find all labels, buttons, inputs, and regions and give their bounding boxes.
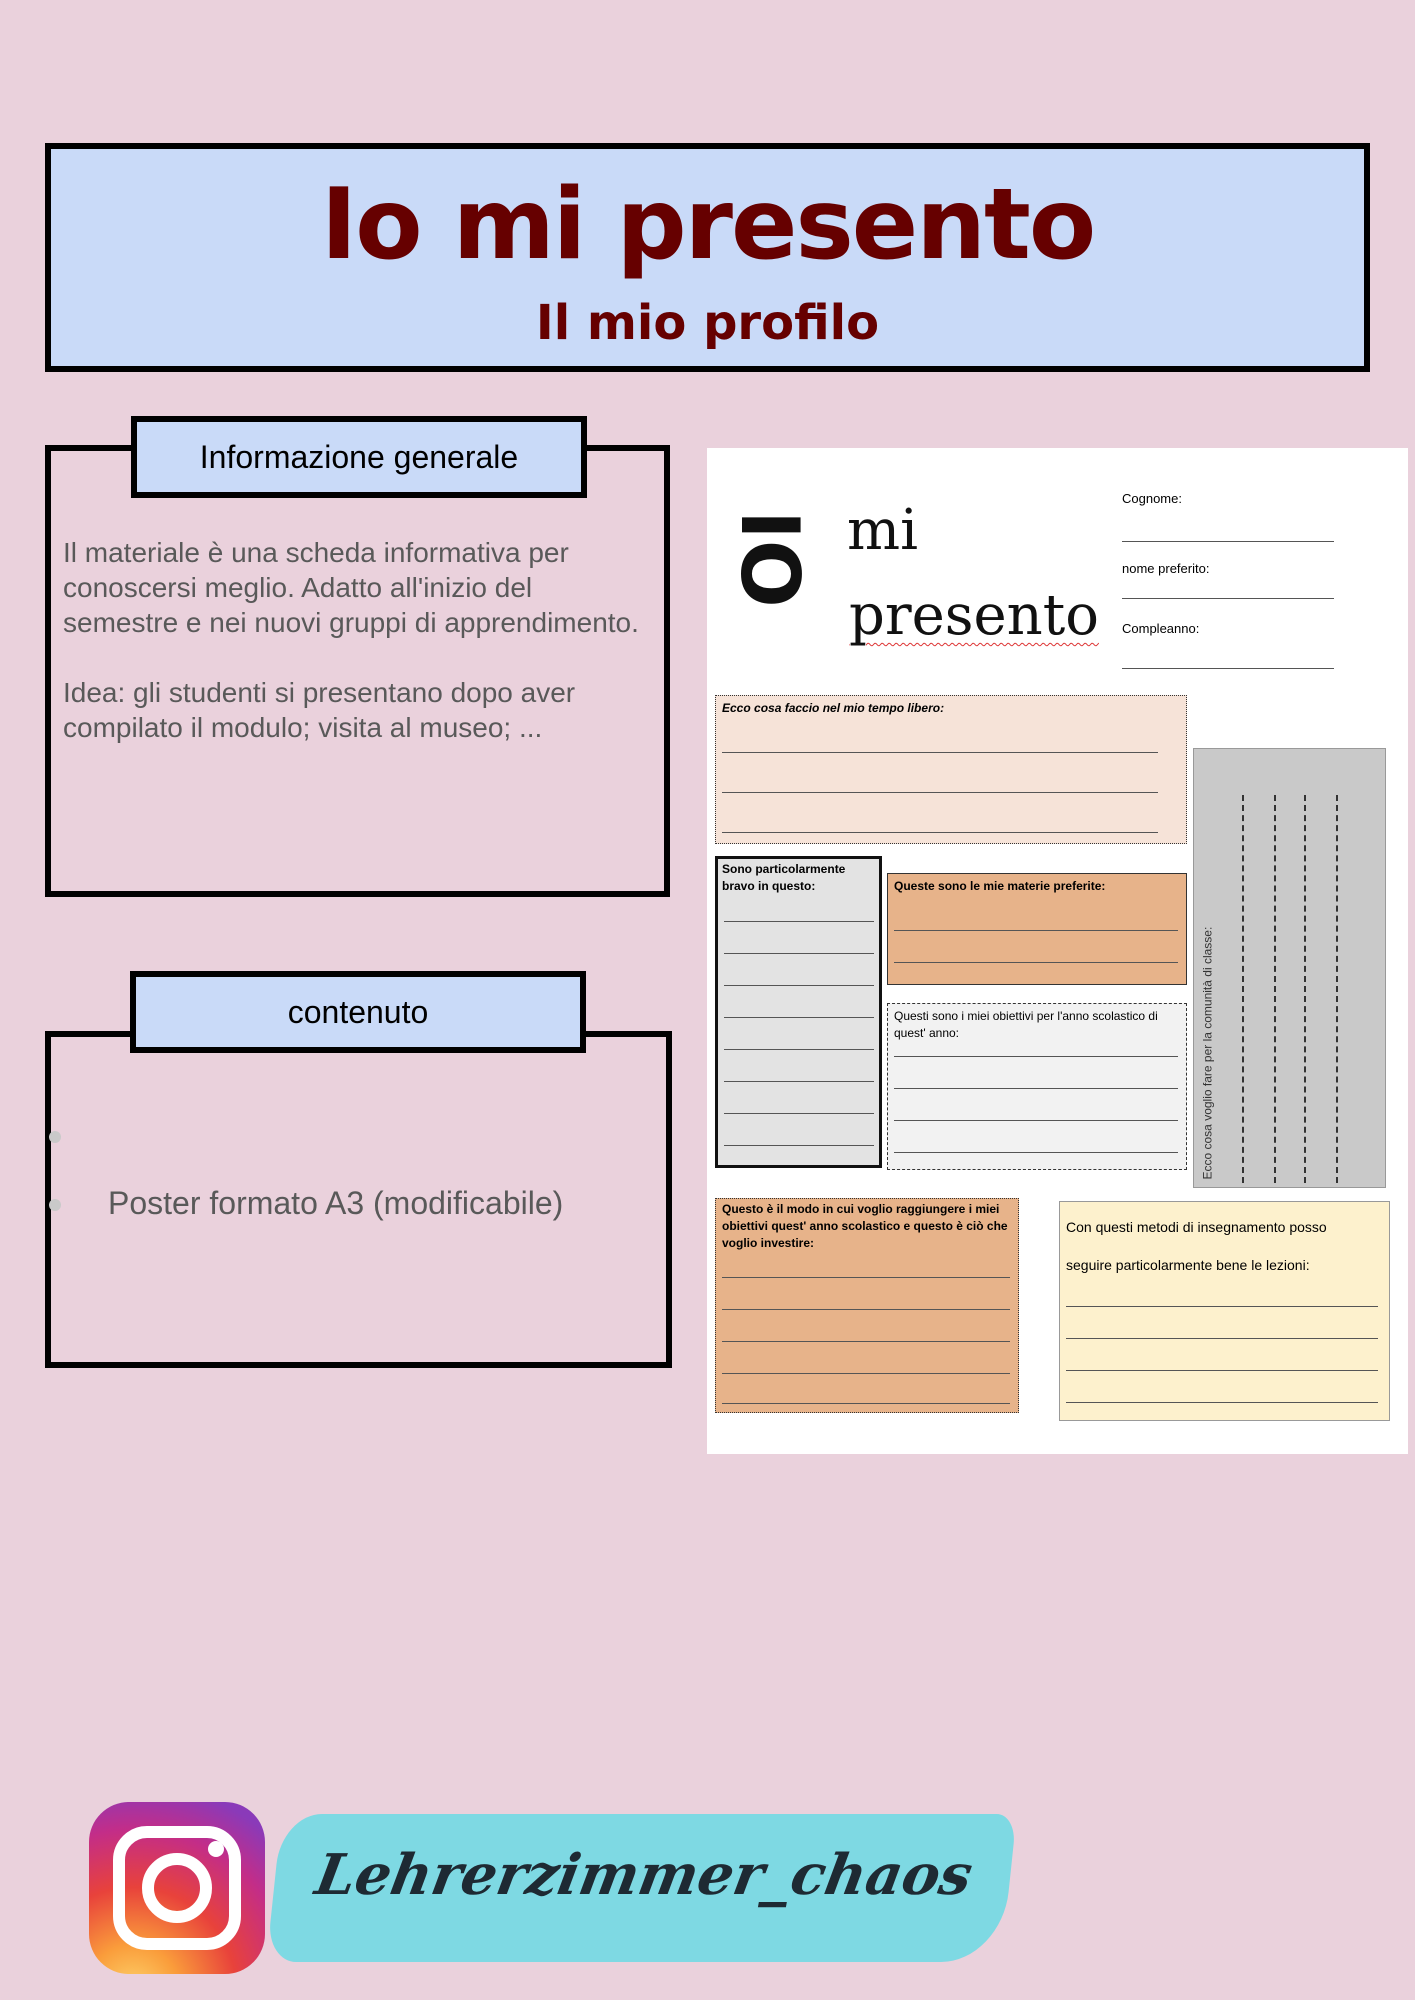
- field-nome-preferito: nome preferito:: [1122, 561, 1210, 576]
- instagram-handle: Lehrerzimmer_chaos: [310, 1842, 978, 1908]
- box-obiettivi: Questi sono i miei obiettivi per l'anno scolastico di quest' anno:: [887, 1003, 1187, 1170]
- info-panel-body: [63, 535, 653, 780]
- page-title: Io mi presento: [320, 168, 1095, 282]
- worksheet-title-io: IO: [723, 510, 816, 608]
- info-paragraph-2: Idea: gli studenti si presentano dopo aver compilato il modulo; visita al museo; ...: [63, 677, 576, 743]
- bullet-dot: [49, 1131, 61, 1143]
- bullet-dot: [49, 1199, 61, 1211]
- info-paragraph-1: Il materiale è una scheda informativa per conoscersi meglio. Adatto all'inizio del semestre e nei nuovi gruppi di apprendimento.: [63, 537, 639, 638]
- box-tempo-libero: Ecco cosa faccio nel mio tempo libero:: [715, 695, 1187, 844]
- header-box: [45, 143, 1370, 372]
- worksheet-preview: [707, 448, 1408, 1454]
- content-panel-tab-label: contenuto: [287, 993, 429, 1030]
- field-compleanno: Compleanno:: [1122, 621, 1200, 636]
- content-list-item: Poster formato A3 (modificabile): [108, 1185, 564, 1221]
- box-modo: Questo è il modo in cui voglio raggiungere i miei obiettivi quest' anno scolastico e questo è ciò che voglio investire:: [715, 1198, 1019, 1413]
- box-metodi: Con questi metodi di insegnamento posso seguire particolarmente bene le lezioni:: [1059, 1201, 1390, 1421]
- worksheet-title-presento: presento: [849, 583, 1099, 648]
- content-panel-tab: [130, 971, 586, 1053]
- instagram-icon: [89, 1802, 265, 1974]
- info-panel-tab: [131, 416, 587, 498]
- instagram-banner: [89, 1802, 1012, 1974]
- worksheet-title-mi: mi: [847, 498, 919, 563]
- field-line: [1122, 668, 1334, 669]
- field-line: [1122, 541, 1334, 542]
- box-materie: Queste sono le mie materie preferite:: [887, 873, 1187, 985]
- info-panel-tab-label: Informazione generale: [199, 438, 519, 475]
- box-bravo: Sono particolarmente bravo in questo:: [715, 856, 882, 1168]
- box-comunita: Ecco cosa voglio fare per la comunità di classe:: [1193, 748, 1386, 1188]
- field-cognome: Cognome:: [1122, 491, 1182, 506]
- field-line: [1122, 598, 1334, 599]
- page-subtitle: Il mio profilo: [535, 295, 880, 351]
